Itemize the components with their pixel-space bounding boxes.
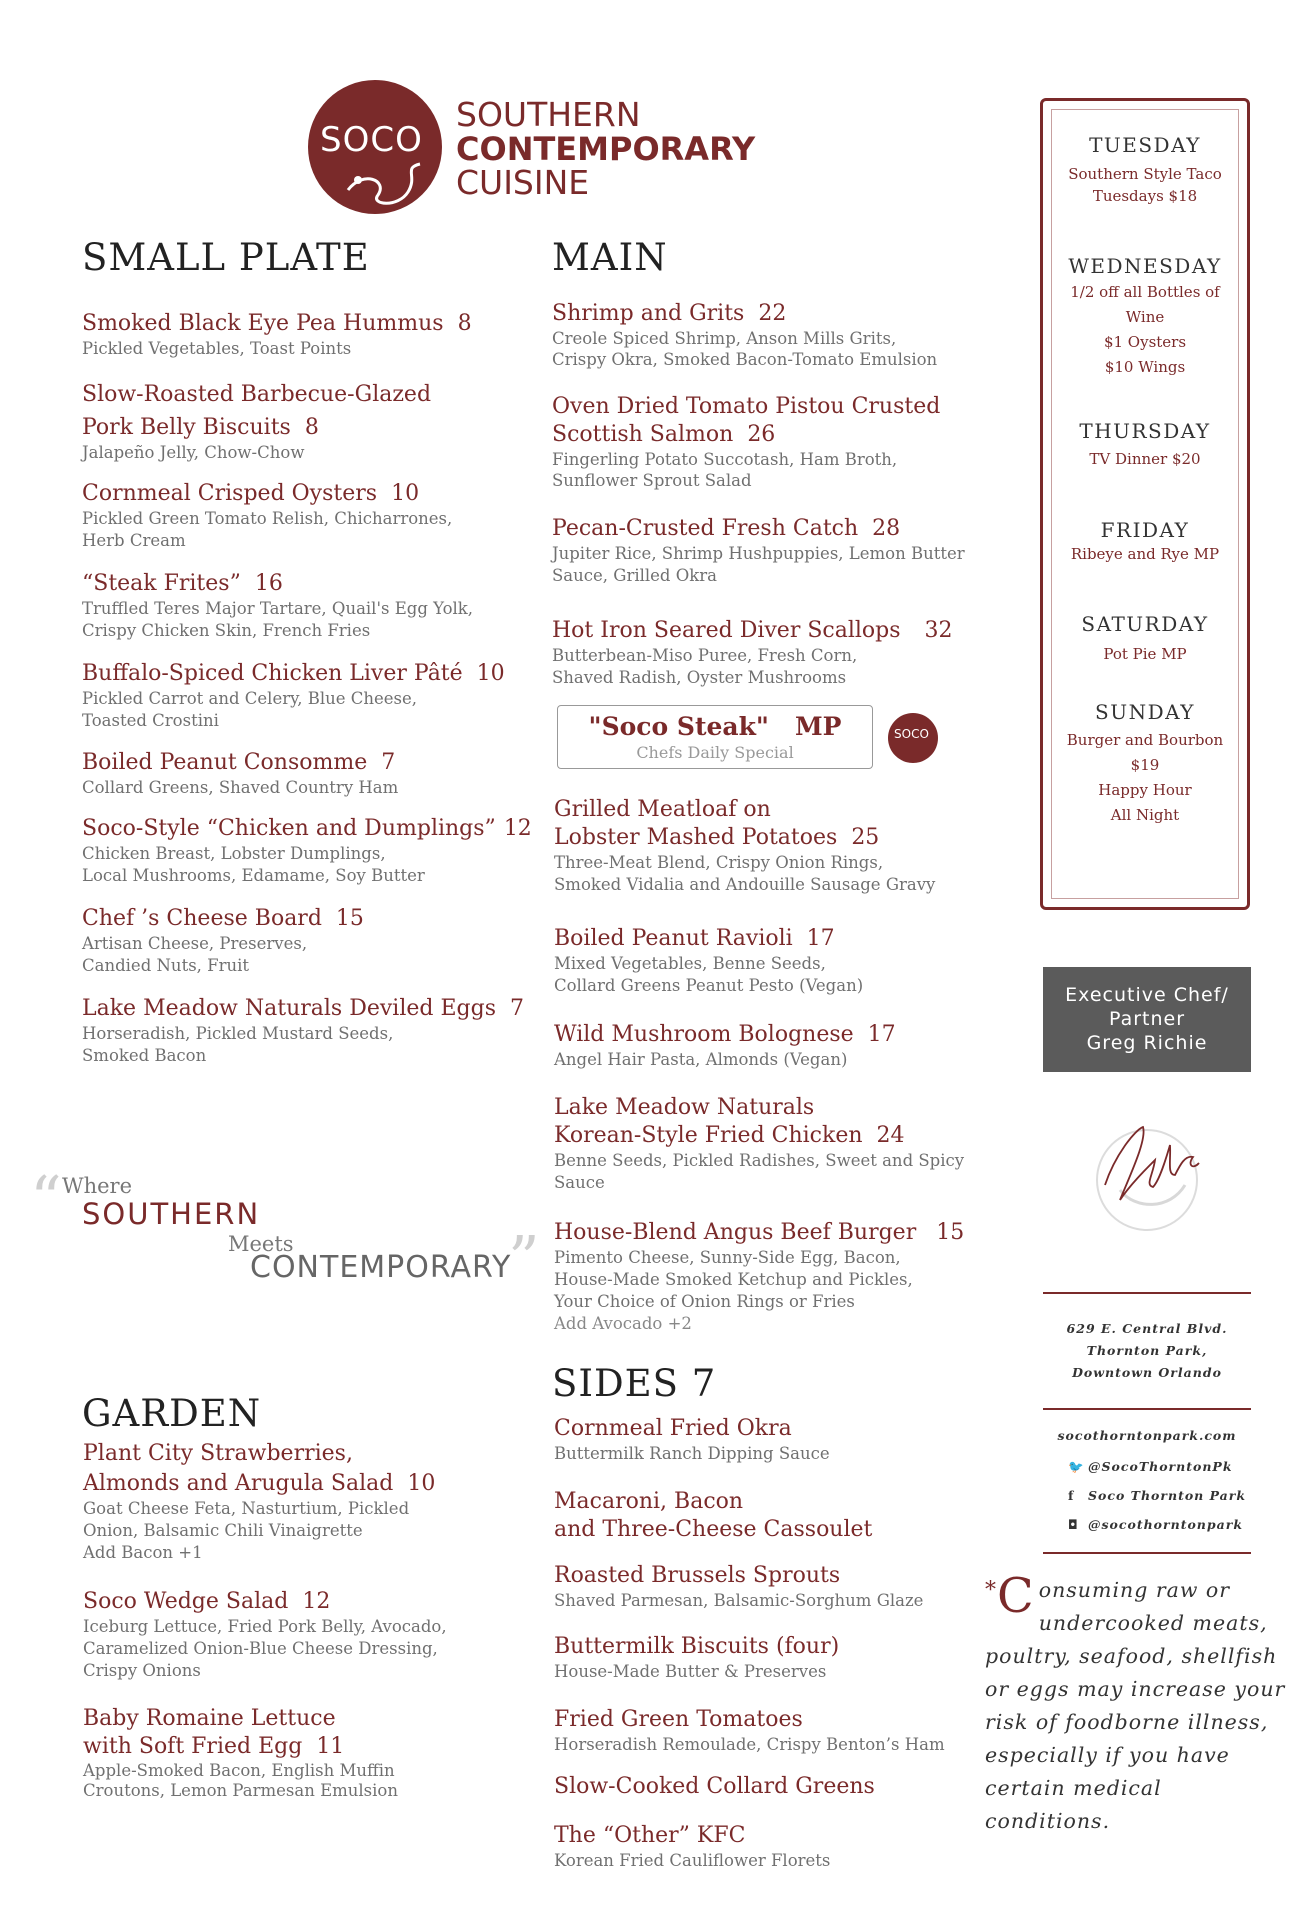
logo-badge-text: SOCO [320, 120, 423, 160]
main-title: MAIN [552, 236, 668, 279]
divider [1043, 1292, 1251, 1294]
divider [1043, 1552, 1251, 1554]
menu-item: Chef ’s Cheese Board 15 Artisan Cheese, Preserves, Candied Nuts, Fruit [82, 906, 364, 975]
social-links [1068, 1452, 1258, 1539]
special-wednesday: WEDNESDAY 1/2 off all Bottles of Wine $1 Oysters $10 Wings [1068, 254, 1222, 376]
instagram-link[interactable]: ◘ @socothorntonpark [1068, 1510, 1258, 1539]
tagline-contemporary: CONTEMPORARY [250, 1250, 512, 1285]
menu-item: The “Other” KFC Korean Fried Cauliflower Florets [554, 1823, 831, 1870]
menu-item: Plant City Strawberries, Almonds and Arugula Salad 10 Goat Cheese Feta, Nasturtium, Pickled Onion, Balsamic Chili Vinaigrette Add Bacon +1 [83, 1441, 436, 1562]
menu-item: Buffalo-Spiced Chicken Liver Pâté 10 Pickled Carrot and Celery, Blue Cheese, Toasted Crostini [82, 661, 505, 730]
tagline-close-quote: ” [508, 1222, 540, 1295]
menu-item: Slow-Roasted Barbecue-Glazed Pork Belly Biscuits 8 Jalapeño Jelly, Chow-Chow [82, 382, 432, 462]
menu-item: Boiled Peanut Ravioli 17 Mixed Vegetables, Benne Seeds, Collard Greens Peanut Pesto (Vegan) [554, 926, 864, 995]
menu-item: Cornmeal Crisped Oysters 10 Pickled Green Tomato Relish, Chicharrones, Herb Cream [82, 481, 453, 550]
menu-item: Hot Iron Seared Diver Scallops 32 Butterbean-Miso Puree, Fresh Corn, Shaved Radish, Oyster Mushrooms [552, 618, 953, 687]
facebook-icon: f [1068, 1488, 1075, 1503]
logo-badge [308, 80, 442, 214]
menu-item: Wild Mushroom Bolognese 17 Angel Hair Pasta, Almonds (Vegan) [554, 1022, 896, 1069]
daily-special-box: "Soco Steak" MP Chefs Daily Special [557, 705, 873, 769]
menu-item: Buttermilk Biscuits (four) House-Made Butter & Preserves [554, 1634, 840, 1681]
menu-item: Lake Meadow Naturals Korean-Style Fried Chicken 24 Benne Seeds, Pickled Radishes, Sweet and Spicy Sauce [554, 1095, 965, 1192]
chef-signature-icon [1075, 1115, 1225, 1235]
menu-item: Lake Meadow Naturals Deviled Eggs 7 Horseradish, Pickled Mustard Seeds, Smoked Bacon [82, 996, 524, 1065]
garden-title: GARDEN [82, 1392, 262, 1435]
logo-flourish-icon [308, 80, 442, 214]
menu-item: Soco-Style “Chicken and Dumplings” 12 Chicken Breast, Lobster Dumplings, Local Mushrooms, Edamame, Soy Butter [82, 816, 532, 885]
twitter-icon: 🐦 [1068, 1459, 1085, 1474]
menu-item: Cornmeal Fried Okra Buttermilk Ranch Dipping Sauce [554, 1416, 830, 1463]
menu-item: Baby Romaine Lettuce with Soft Fried Egg 11 Apple-Smoked Bacon, English Muffin Croutons, Lemon Parmesan Emulsion [83, 1706, 398, 1800]
soco-badge-icon: SOCO [888, 713, 938, 763]
menu-item: Fried Green Tomatoes Horseradish Remoulade, Crispy Benton’s Ham [554, 1707, 945, 1754]
special-tuesday: TUESDAY Southern Style Taco Tuesdays $18 [1068, 133, 1222, 205]
divider [1043, 1408, 1251, 1410]
menu-item: Smoked Black Eye Pea Hummus 8 Pickled Vegetables, Toast Points [82, 311, 472, 358]
sides-title: SIDES 7 [552, 1362, 717, 1405]
menu-item: Soco Wedge Salad 12 Iceburg Lettuce, Fried Pork Belly, Avocado, Caramelized Onion-Blue Cheese Dressing, Crispy Onions [83, 1589, 447, 1680]
menu-item: Shrimp and Grits 22 Creole Spiced Shrimp, Anson Mills Grits, Crispy Okra, Smoked Bacon-Tomato Emulsion [552, 301, 938, 369]
menu-item: Pecan-Crusted Fresh Catch 28 Jupiter Rice, Shrimp Hushpuppies, Lemon Butter Sauce, Grilled Okra [552, 516, 965, 585]
twitter-link[interactable]: 🐦 @SocoThorntonPk [1068, 1452, 1258, 1481]
website-link[interactable]: socothorntonpark.com [1057, 1428, 1237, 1443]
small-plate-title: SMALL PLATE [82, 236, 370, 279]
menu-item: House-Blend Angus Beef Burger 15 Pimento Cheese, Sunny-Side Egg, Bacon, House-Made Smoked Ketchup and Pickles, Your Choice of Onion Rings or Fries Add Avocado +2 [554, 1220, 965, 1333]
raw-food-warning: * C onsuming raw or undercooked meats, poultry, seafood, shellfish or eggs may increase your risk of foodborne illness, especially if you have certain medical conditions. [985, 1568, 1286, 1833]
tagline-quote: “ [30, 1162, 62, 1235]
logo-wordmark: SOUTHERN CONTEMPORARY CUISINE [456, 95, 756, 202]
special-saturday: SATURDAY Pot Pie MP [1081, 612, 1209, 663]
menu-item: Slow-Cooked Collard Greens [554, 1774, 875, 1799]
special-sunday: SUNDAY Burger and Bourbon $19 Happy Hour All Night [1066, 700, 1224, 824]
tagline-where: Where [62, 1174, 133, 1198]
tagline-meets: Meets [228, 1232, 294, 1256]
menu-item: Roasted Brussels Sprouts Shaved Parmesan, Balsamic-Sorghum Glaze [554, 1563, 924, 1610]
menu-item: Grilled Meatloaf on Lobster Mashed Potatoes 25 Three-Meat Blend, Crispy Onion Rings, Smoked Vidalia and Andouille Sausage Gravy [554, 797, 936, 894]
menu-item: Macaroni, Bacon and Three-Cheese Cassoulet [554, 1489, 873, 1542]
menu-item: Boiled Peanut Consomme 7 Collard Greens, Shaved Country Ham [82, 750, 399, 797]
instagram-icon: ◘ [1068, 1517, 1079, 1532]
tagline-southern: SOUTHERN [82, 1197, 261, 1231]
executive-chef-box: Executive Chef/ Partner Greg Richie [1043, 967, 1251, 1072]
address-block: 629 E. Central Blvd. Thornton Park, Downtown Orlando [1066, 1321, 1228, 1380]
menu-item: “Steak Frites” 16 Truffled Teres Major Tartare, Quail's Egg Yolk, Crispy Chicken Skin, French Fries [82, 571, 474, 640]
special-friday: FRIDAY Ribeye and Rye MP [1070, 518, 1220, 563]
special-thursday: THURSDAY TV Dinner $20 [1079, 419, 1211, 468]
facebook-link[interactable]: f Soco Thornton Park [1068, 1481, 1258, 1510]
menu-item: Oven Dried Tomato Pistou Crusted Scottish Salmon 26 Fingerling Potato Succotash, Ham Broth, Sunflower Sprout Salad [552, 394, 941, 490]
